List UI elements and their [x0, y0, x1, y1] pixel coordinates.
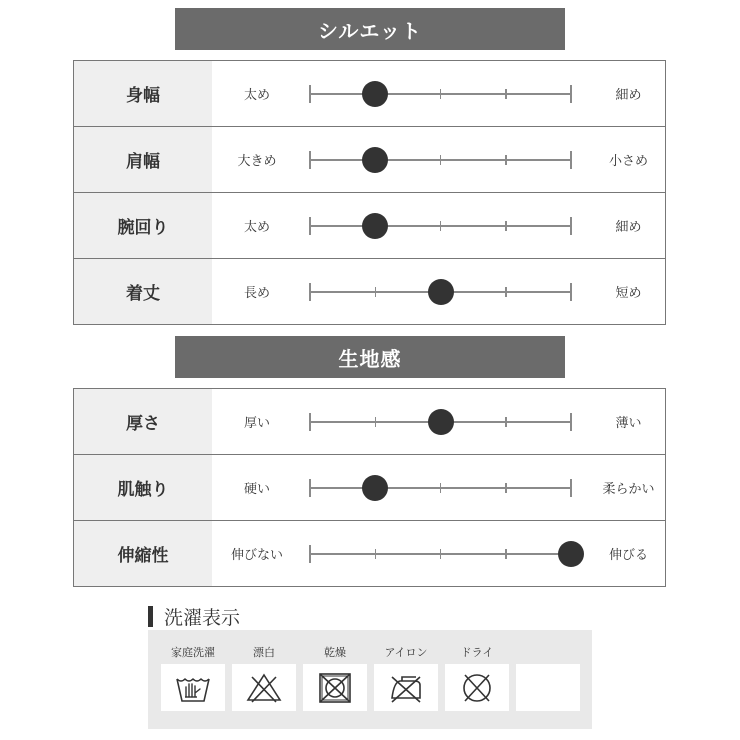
scale-tick	[309, 283, 311, 301]
scale-tick	[505, 155, 507, 165]
care-heading-bar	[148, 606, 153, 627]
attribute-label: 肌触り	[74, 455, 212, 520]
scale-tick	[440, 155, 442, 165]
scale-marker	[558, 541, 584, 567]
scale-tick	[309, 217, 311, 235]
attribute-row	[74, 520, 665, 586]
scale-tick	[309, 545, 311, 563]
scale-marker	[362, 81, 388, 107]
care-box-bleach	[232, 664, 296, 711]
scale-left-label: 太め	[243, 88, 270, 103]
scale-tick	[570, 479, 572, 497]
scale-right-label: 伸びる	[608, 548, 648, 563]
attribute-row	[74, 454, 665, 520]
scale-tick	[505, 89, 507, 99]
scale-tick	[375, 287, 377, 297]
care-box-home-wash	[161, 664, 225, 711]
scale-tick	[375, 549, 377, 559]
scale-tick	[505, 549, 507, 559]
silhouette-table	[73, 60, 666, 325]
scale-left-label: 伸びない	[230, 548, 283, 563]
scale-tick	[570, 217, 572, 235]
no-bleach-icon	[244, 671, 284, 705]
scale-tick	[440, 221, 442, 231]
care-box-dry-clean	[445, 664, 509, 711]
care-label-iron: アイロン	[384, 646, 428, 659]
scale-tick	[505, 417, 507, 427]
care-label-home-wash: 家庭洗濯	[171, 646, 215, 659]
scale-marker	[428, 279, 454, 305]
scale-right-label: 短め	[615, 286, 642, 301]
scale-marker	[362, 147, 388, 173]
silhouette-title: シルエット	[317, 18, 423, 43]
scale-tick	[309, 151, 311, 169]
scale-right-label: 細め	[615, 88, 642, 103]
scale-right-label: 薄い	[615, 416, 642, 431]
no-tumble-dry-icon	[315, 671, 355, 705]
scale-tick	[440, 549, 442, 559]
care-heading-text: 洗濯表示	[164, 607, 241, 629]
attribute-label: 肩幅	[74, 127, 212, 192]
care-label-dry-clean: ドライ	[460, 646, 494, 659]
scale-tick	[440, 89, 442, 99]
attribute-label: 身幅	[74, 61, 212, 126]
texture-title: 生地感	[338, 346, 402, 371]
attribute-label: 着丈	[74, 259, 212, 324]
scale-marker	[428, 409, 454, 435]
scale-left-label: 硬い	[243, 482, 270, 497]
scale-tick	[440, 483, 442, 493]
care-panel	[148, 630, 592, 729]
scale-tick	[570, 85, 572, 103]
scale-marker	[362, 213, 388, 239]
scale-tick	[570, 283, 572, 301]
scale-right-label: 小さめ	[608, 154, 648, 169]
scale-marker	[362, 475, 388, 501]
attribute-label: 腕回り	[74, 193, 212, 258]
care-box-dry	[303, 664, 367, 711]
attribute-row	[74, 192, 665, 258]
no-iron-icon	[386, 671, 426, 705]
care-label-dry: 乾燥	[324, 646, 346, 659]
attribute-row	[74, 61, 665, 126]
scale-tick	[309, 85, 311, 103]
attribute-row	[74, 126, 665, 192]
scale-right-label: 細め	[615, 220, 642, 235]
scale-left-label: 大きめ	[237, 154, 277, 169]
no-dry-clean-icon	[457, 671, 497, 705]
scale-left-label: 厚い	[243, 416, 270, 431]
scale-tick	[309, 479, 311, 497]
scale-left-label: 長め	[243, 286, 270, 301]
scale-left-label: 太め	[243, 220, 270, 235]
scale-tick	[505, 287, 507, 297]
scale-right-label: 柔らかい	[602, 482, 655, 497]
care-box-empty	[516, 664, 580, 711]
silhouette-banner	[175, 8, 565, 50]
attribute-row	[74, 258, 665, 324]
care-box-iron	[374, 664, 438, 711]
scale-tick	[505, 483, 507, 493]
scale-tick	[505, 221, 507, 231]
attribute-label: 厚さ	[74, 389, 212, 454]
care-heading	[148, 603, 240, 630]
scale-tick	[570, 413, 572, 431]
care-label-bleach: 漂白	[253, 646, 275, 659]
texture-banner	[175, 336, 565, 378]
hand-wash-icon	[173, 671, 213, 705]
texture-table	[73, 388, 666, 587]
attribute-row	[74, 389, 665, 454]
scale-tick	[309, 413, 311, 431]
scale-tick	[375, 417, 377, 427]
attribute-label: 伸縮性	[74, 521, 212, 586]
scale-tick	[570, 151, 572, 169]
